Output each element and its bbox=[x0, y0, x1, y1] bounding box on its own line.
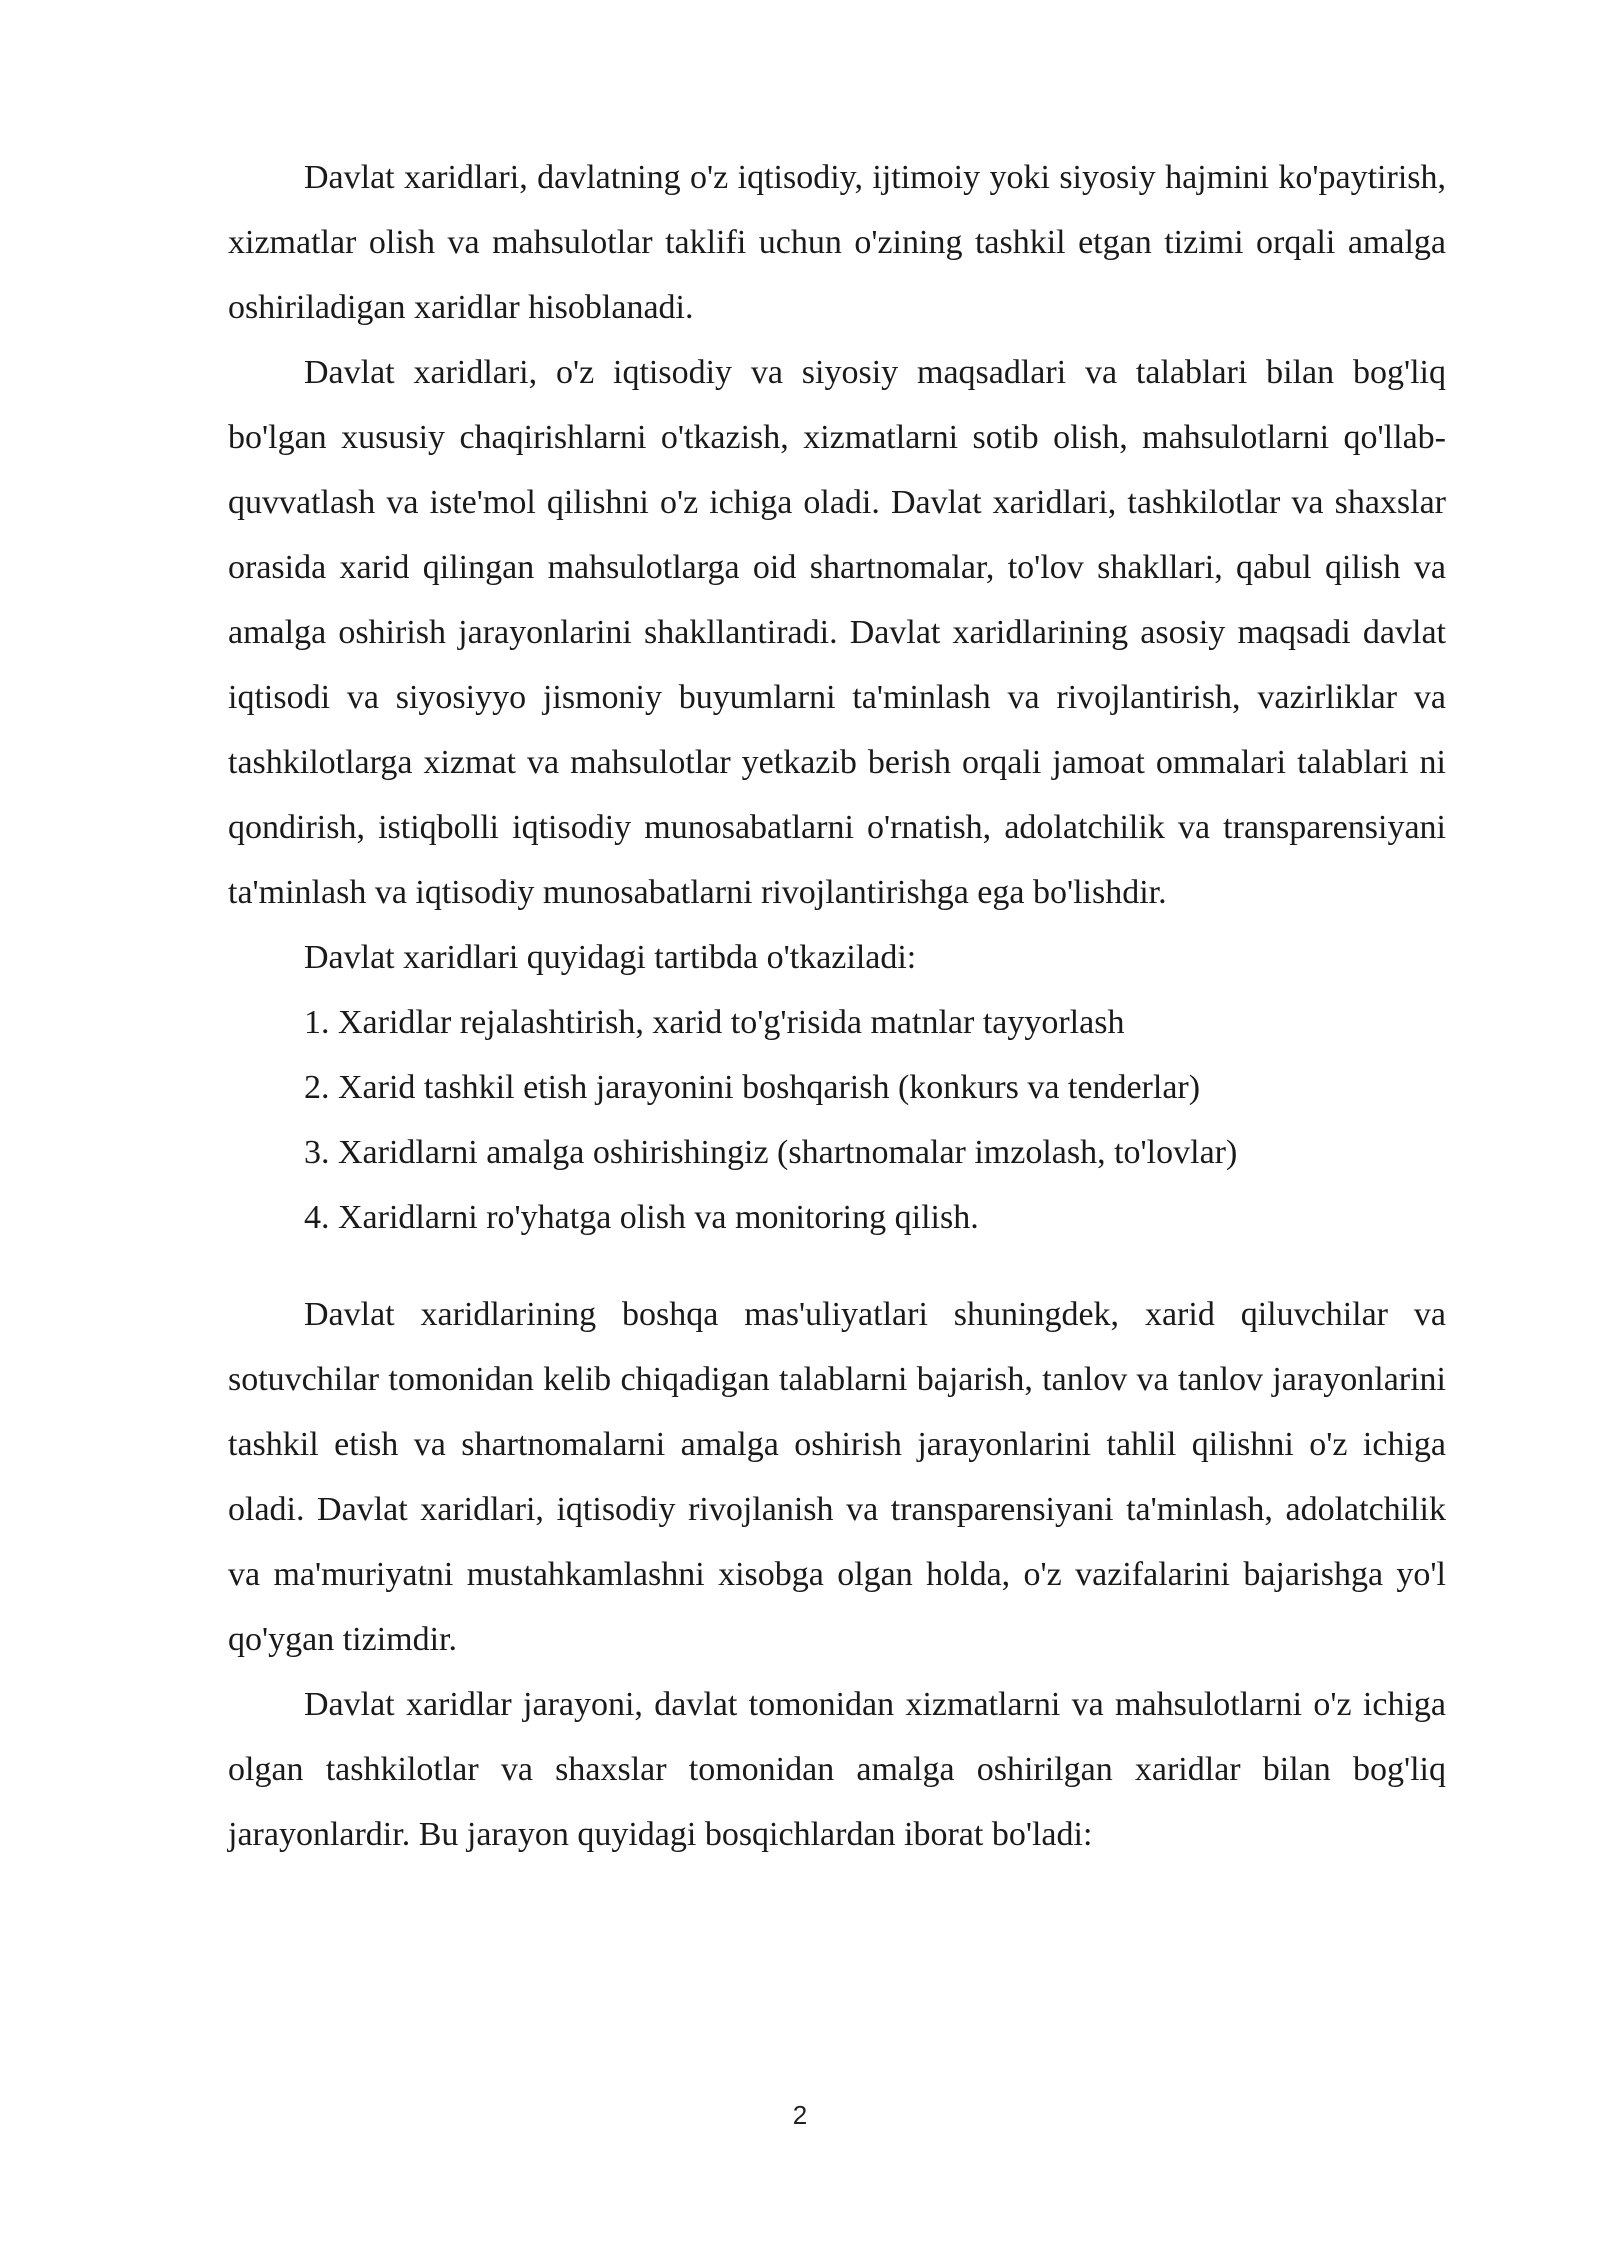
list-item: 1. Xaridlar rejalashtirish, xarid to'g'risida matnlar tayyorlash bbox=[304, 1004, 1125, 1041]
list-item: 2. Xarid tashkil etish jarayonini boshqarish (konkurs va tenderlar) bbox=[304, 1069, 1201, 1106]
paragraph-process: Davlat xaridlar jarayoni, davlat tomonidan xizmatlarni va mahsulotlarni o'z ichiga olgan tashkilotlar va shaxslar tomonidan amalga oshirilgan xaridlar bilan bog'liq jarayonlardir. Bu jarayon quyidagi bosqichlardan iborat bo'ladi: bbox=[228, 1686, 1446, 1853]
procedure-list bbox=[228, 990, 1446, 1250]
paragraph-scope: Davlat xaridlari, o'z iqtisodiy va siyosiy maqsadlari va talablari bilan bog'liq bo'lgan xususiy chaqirishlarni o'tkazish, xizmatlarni sotib olish, mahsulotlarni qo'llab-quvvatlash va iste'mol qilishni o'z ichiga oladi. Davlat xaridlari, tashkilotlar va shaxslar orasida xarid qilingan mahsulotlarga oid shartnomalar, to'lov shakllari, qabul qilish va amalga oshirish jarayonlarini shakllantiradi. Davlat xaridlarining asosiy maqsadi davlat iqtisodi va siyosiyyo jismoniy buyumlarni ta'minlash va rivojlantirish, vazirliklar va tashkilotlarga xizmat va mahsulotlar yetkazib berish orqali jamoat ommalari talablari ni qondirish, istiqbolli iqtisodiy munosabatlarni o'rnatish, adolatchilik va transparensiyani ta'minlash va iqtisodiy munosabatlarni rivojlantirishga ega bo'lishdir. bbox=[228, 354, 1446, 911]
paragraph-order-intro: Davlat xaridlari quyidagi tartibda o'tkaziladi: bbox=[304, 939, 917, 976]
document-body bbox=[228, 145, 1446, 1867]
list-item: 3. Xaridlarni amalga oshirishingiz (shartnomalar imzolash, to'lovlar) bbox=[304, 1134, 1238, 1171]
list-item: 4. Xaridlarni ro'yhatga olish va monitoring qilish. bbox=[304, 1199, 979, 1236]
paragraph-definition: Davlat xaridlari, davlatning o'z iqtisodiy, ijtimoiy yoki siyosiy hajmini ko'paytirish, xizmatlar olish va mahsulotlar taklifi uchun o'zining tashkil etgan tizimi orqali amalga oshiriladigan xaridlar hisoblanadi. bbox=[228, 159, 1446, 326]
paragraph-spacer bbox=[228, 1250, 1446, 1282]
paragraph-responsibilities: Davlat xaridlarining boshqa mas'uliyatlari shuningdek, xarid qiluvchilar va sotuvchilar tomonidan kelib chiqadigan talablarni bajarish, tanlov va tanlov jarayonlarini tashkil etish va shartnomalarni amalga oshirish jarayonlarini tahlil qilishni o'z ichiga oladi. Davlat xaridlari, iqtisodiy rivojlanish va transparensiyani ta'minlash, adolatchilik va ma'muriyatni mustahkamlashni xisobga olgan holda, o'z vazifalarini bajarishga yo'l qo'ygan tizimdir. bbox=[228, 1296, 1446, 1658]
page-number: 2 bbox=[792, 2100, 808, 2130]
